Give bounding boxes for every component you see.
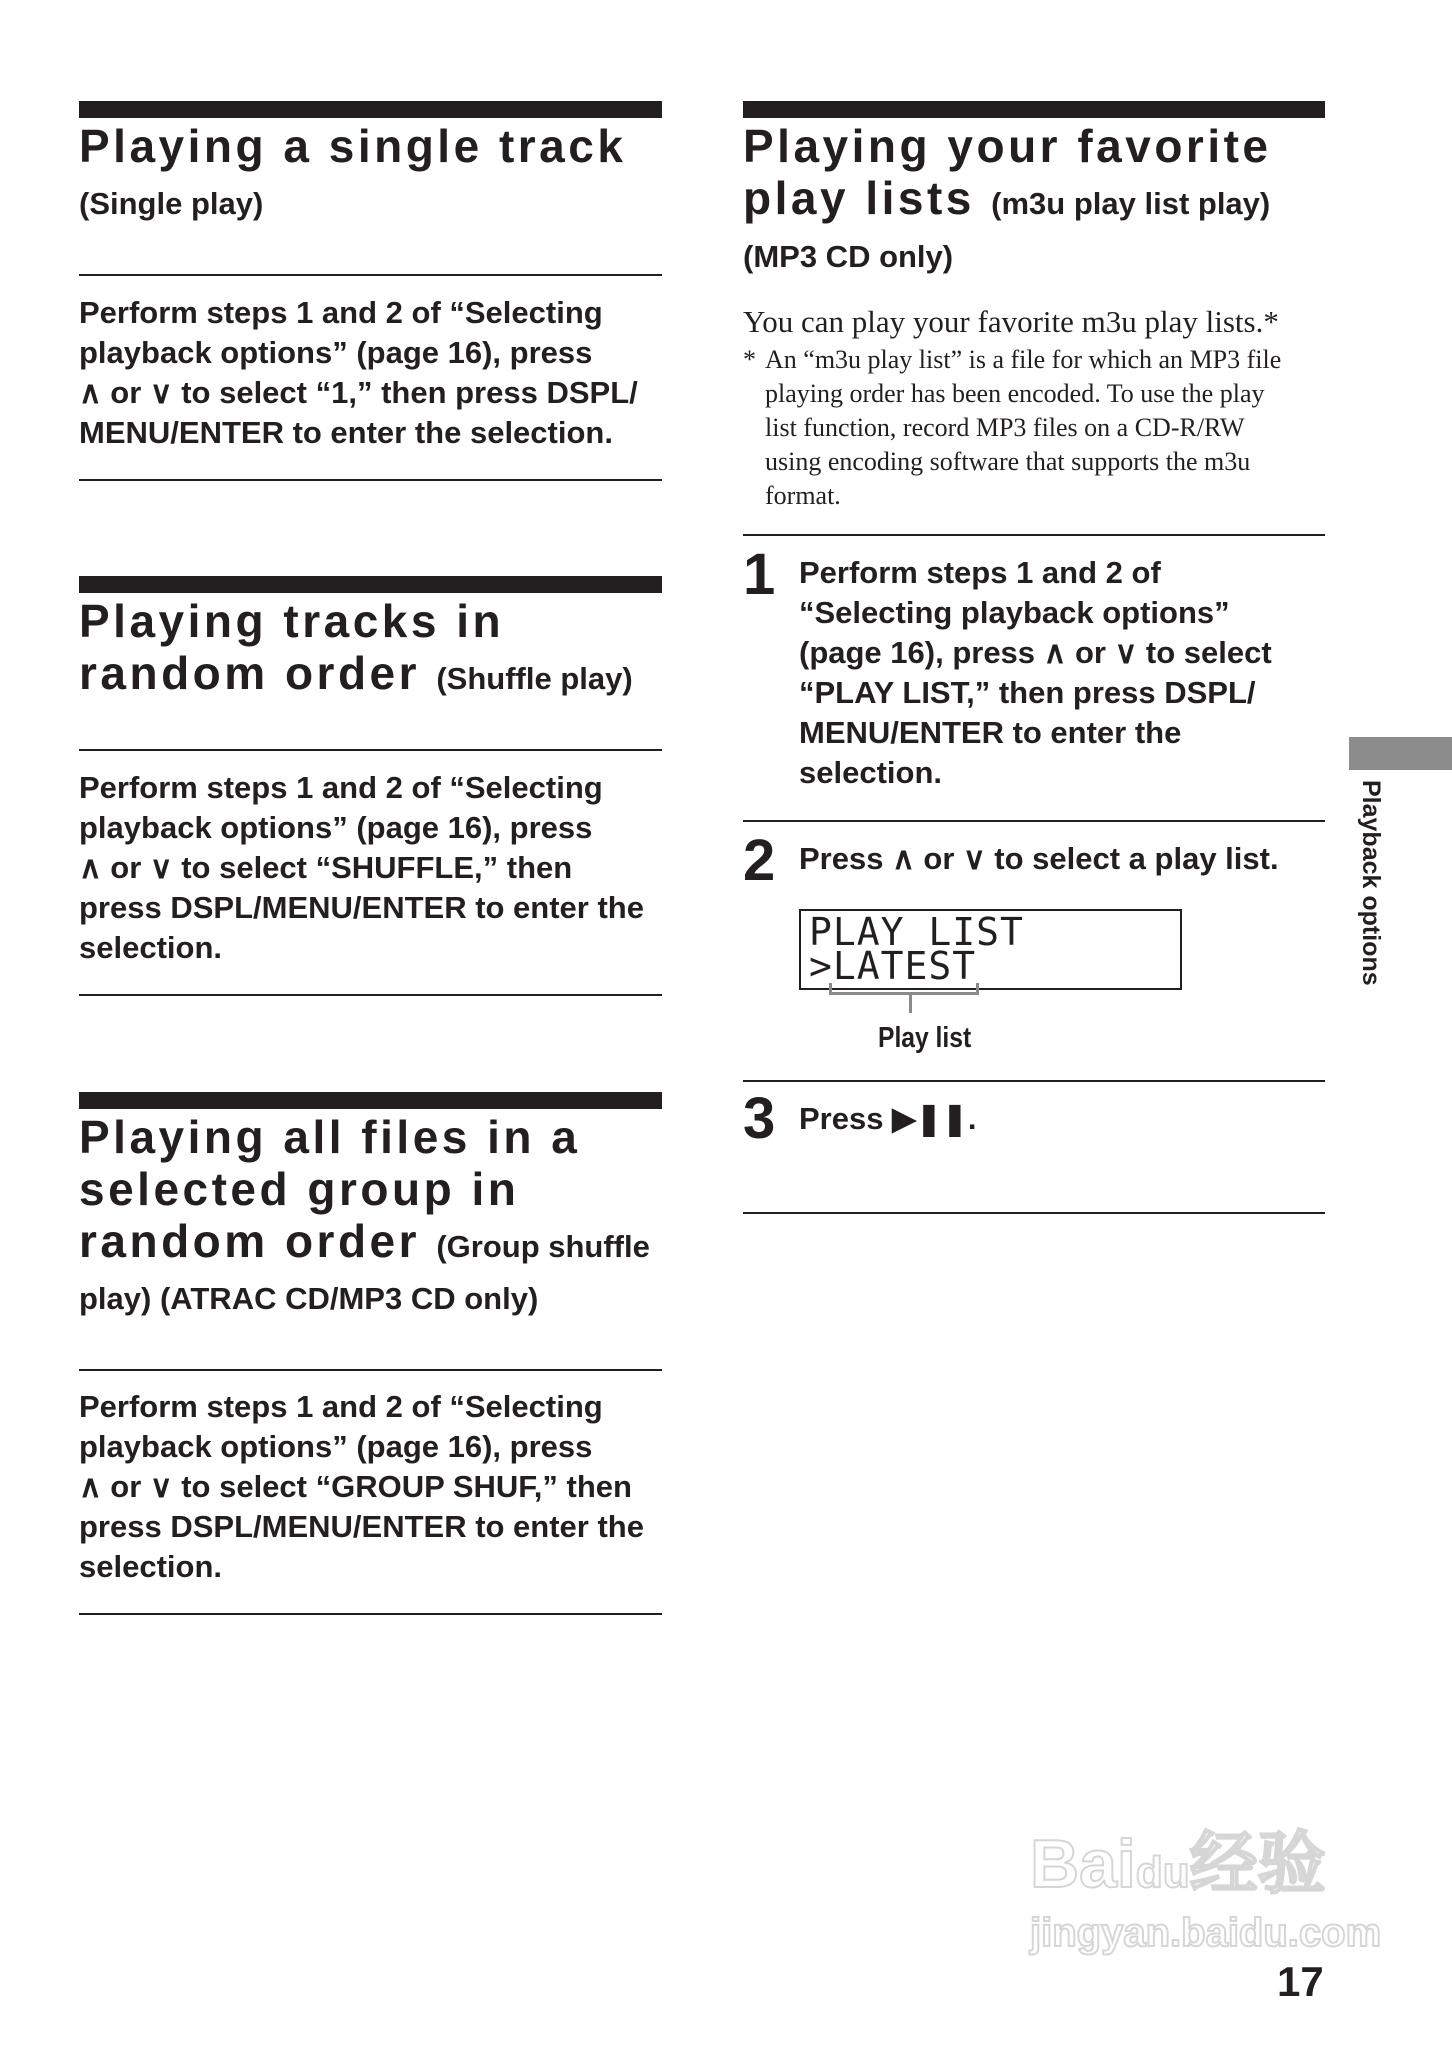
text-line: Perform steps 1 and 2 of “Selecting bbox=[79, 295, 603, 330]
divider bbox=[79, 1613, 662, 1615]
text-line: “PLAY LIST,” then press DSPL/ bbox=[799, 675, 1256, 710]
section-bar bbox=[743, 101, 1325, 118]
watermark-logo bbox=[1030, 1826, 1382, 1955]
text-line: press DSPL/MENU/ENTER to enter the bbox=[79, 890, 644, 925]
section-title-single-play bbox=[79, 120, 626, 172]
text-line: (page 16), press ∧ or ∨ to select bbox=[799, 635, 1272, 670]
text-line: MENU/ENTER to enter the selection. bbox=[79, 415, 613, 450]
text-line: selection. bbox=[79, 930, 222, 965]
text-line: playing order has been encoded. To use the play bbox=[765, 379, 1265, 408]
title-line: Playing all files in a bbox=[79, 1111, 581, 1163]
watermark-brand: Baidu经验 bbox=[1030, 1826, 1326, 1902]
step-number: 3 bbox=[743, 1086, 776, 1151]
step-number: 2 bbox=[743, 828, 776, 893]
text-line: ∧ or ∨ to select “GROUP SHUF,” then bbox=[79, 1469, 632, 1504]
step-1-text bbox=[799, 553, 1272, 793]
callout-label: Play list bbox=[878, 1022, 972, 1054]
divider bbox=[79, 274, 662, 276]
title-line: selected group in bbox=[79, 1163, 520, 1215]
text-line: selection. bbox=[799, 755, 942, 790]
section-subtitle: play) (ATRAC CD/MP3 CD only) bbox=[79, 1281, 539, 1316]
title-line: random order bbox=[79, 647, 421, 699]
page-number: 17 bbox=[1277, 1958, 1324, 2005]
watermark-url: jingyan.baidu.com bbox=[1030, 1911, 1382, 1955]
text-line: press DSPL/MENU/ENTER to enter the bbox=[79, 1509, 644, 1544]
section-title-group-shuffle bbox=[79, 1111, 650, 1273]
step-number: 1 bbox=[743, 542, 776, 607]
intro-text: You can play your favorite m3u play lists.* bbox=[743, 304, 1279, 339]
title-line: Playing your favorite bbox=[743, 120, 1272, 172]
title-line: play lists bbox=[743, 172, 975, 224]
step-3-text: Press ▶❚❚. bbox=[799, 1101, 977, 1136]
footnote bbox=[765, 343, 1281, 513]
text-line: MENU/ENTER to enter the bbox=[799, 715, 1182, 750]
text-line: playback options” (page 16), press bbox=[79, 1429, 593, 1464]
divider bbox=[743, 820, 1325, 822]
section-bar bbox=[79, 1092, 662, 1109]
title-line: random order bbox=[79, 1215, 421, 1267]
text-line: playback options” (page 16), press bbox=[79, 810, 593, 845]
side-tab-label: Playback options bbox=[1357, 780, 1385, 986]
text-line: format. bbox=[765, 481, 841, 510]
single-play-instructions bbox=[79, 293, 638, 453]
text-line: Perform steps 1 and 2 of “Selecting bbox=[79, 770, 603, 805]
divider bbox=[743, 1080, 1325, 1082]
text-line: ∧ or ∨ to select “1,” then press DSPL/ bbox=[79, 375, 638, 410]
section-subtitle: (m3u play list play) bbox=[991, 186, 1271, 221]
divider bbox=[743, 1212, 1325, 1214]
footnote-mark: * bbox=[743, 345, 756, 374]
divider bbox=[79, 994, 662, 996]
text-line: using encoding software that supports the m3u bbox=[765, 447, 1251, 476]
text-line: Perform steps 1 and 2 of bbox=[799, 555, 1161, 590]
side-tab-label-wrap bbox=[1350, 780, 1390, 990]
section-bar bbox=[79, 576, 662, 593]
section-subtitle: (Single play) bbox=[79, 186, 264, 221]
shuffle-play-instructions bbox=[79, 768, 644, 968]
section-subtitle: (Shuffle play) bbox=[436, 661, 633, 696]
text-line: Perform steps 1 and 2 of “Selecting bbox=[79, 1389, 603, 1424]
section-title-shuffle-play bbox=[79, 595, 633, 705]
lcd-line: >LATEST bbox=[809, 944, 977, 988]
callout-bracket bbox=[829, 983, 979, 995]
section-subtitle: (MP3 CD only) bbox=[743, 239, 954, 274]
text-line: An “m3u play list” is a file for which an MP3 file bbox=[765, 345, 1282, 374]
divider bbox=[79, 479, 662, 481]
text-line: “Selecting playback options” bbox=[799, 595, 1230, 630]
section-subtitle: (Group shuffle bbox=[436, 1229, 650, 1264]
group-shuffle-instructions bbox=[79, 1387, 644, 1587]
text-line: list function, record MP3 files on a CD-R/RW bbox=[765, 413, 1245, 442]
step-2-text: Press ∧ or ∨ to select a play list. bbox=[799, 841, 1279, 876]
divider bbox=[79, 1369, 662, 1371]
text-line: ∧ or ∨ to select “SHUFFLE,” then bbox=[79, 850, 573, 885]
section-bar bbox=[79, 101, 662, 118]
callout-line bbox=[909, 995, 912, 1013]
text-line: selection. bbox=[79, 1549, 222, 1584]
divider bbox=[79, 749, 662, 751]
side-tab bbox=[1349, 737, 1452, 770]
title-line: Playing a single track bbox=[79, 120, 627, 172]
lcd-line: PLAY LIST bbox=[809, 910, 1024, 954]
title-line: Playing tracks in bbox=[79, 595, 505, 647]
lcd-display bbox=[799, 909, 1182, 990]
text-line: playback options” (page 16), press bbox=[79, 335, 593, 370]
section-title-play-lists bbox=[743, 120, 1272, 230]
divider bbox=[743, 534, 1325, 536]
